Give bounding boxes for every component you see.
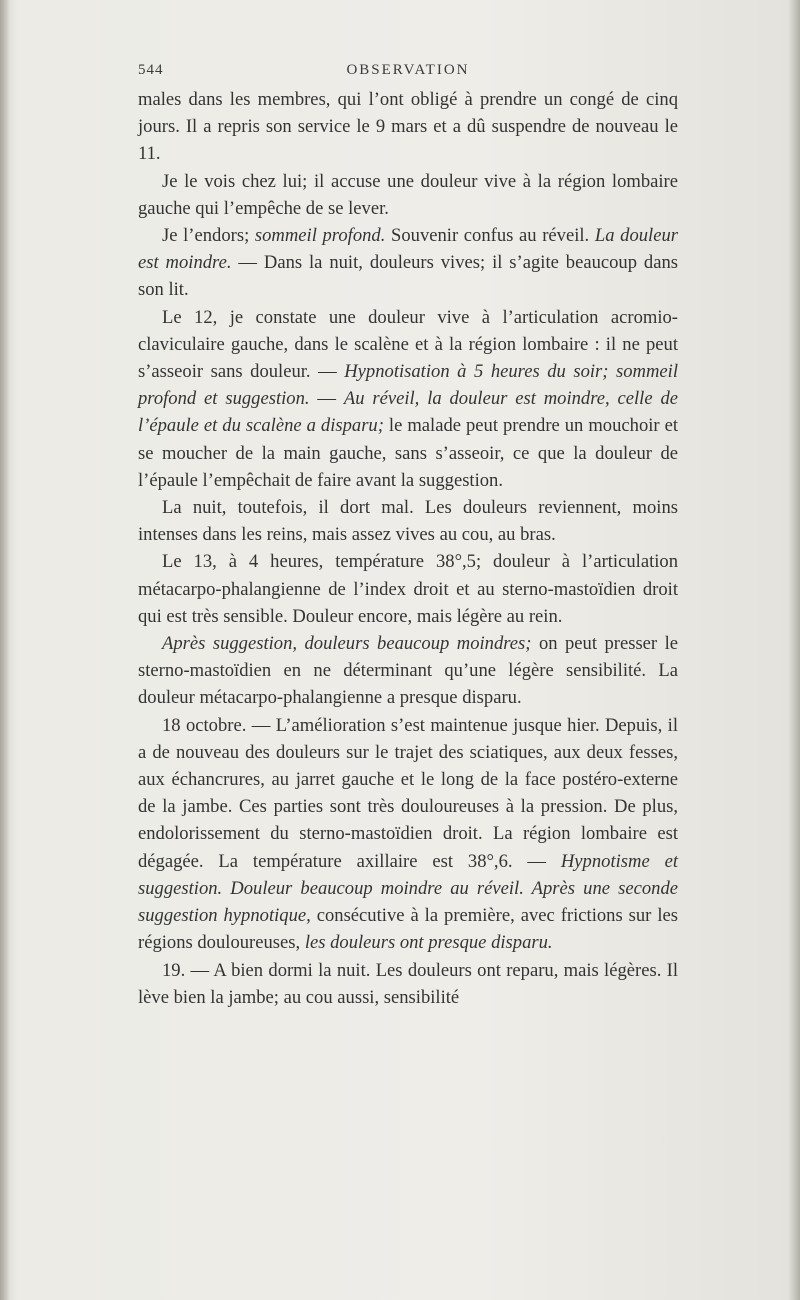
italic-text: Hypnotisation à 5 heures du soir; sommeil profond et suggestion. <box>138 361 678 410</box>
page-header <box>138 62 678 86</box>
italic-text: Au réveil, la douleur est moindre, celle de l’épaule et du scalène a disparu; <box>138 388 679 437</box>
page-number: 544 <box>138 62 164 78</box>
text-run: Je le vois chez lui; il accuse une douleur vive à la région lombaire gauche qui l’empêche de se lever. <box>138 170 678 219</box>
paragraph <box>138 548 678 630</box>
italic-text: Après suggestion, douleurs beaucoup moindres; <box>162 633 532 655</box>
text-run: males dans les membres, qui l’ont obligé à prendre un congé de cinq jours. Il a repris son service le 9 mars et a dû suspendre de nouveau le 11. <box>138 89 678 165</box>
text-run: La nuit, toutefois, il dort mal. Les douleurs reviennent, moins intenses dans les reins, mais assez vives au cou, au bras. <box>138 497 678 546</box>
text-run: Je l’endors; <box>162 225 255 247</box>
italic-text: Hypnotisme et suggestion. Douleur beaucoup moindre au réveil. Après une seconde suggestion hypnotique, <box>138 850 678 927</box>
paragraph <box>138 222 678 304</box>
text-run: Le 13, à 4 heures, température 38°,5; douleur à l’articulation métacarpo-phalangienne de l’index droit et au sterno-mastoïdien droit qui est très sensible. Douleur encore, mais légère au rein. <box>138 551 678 627</box>
italic-text: sommeil profond. <box>254 225 386 247</box>
paragraph <box>138 957 678 1011</box>
paragraph <box>138 86 678 168</box>
text-run: 19. — A bien dormi la nuit. Les douleurs ont reparu, mais légères. Il lève bien la jambe; au cou aussi, sensibilité <box>138 959 678 1008</box>
paragraph <box>138 304 678 494</box>
running-title: OBSERVATION <box>346 62 470 78</box>
text-run: Le 12, je constate une douleur vive à l’articulation acromio-claviculaire gauche, dans le scalène et à la région lombaire : il ne peut s’asseoir sans douleur. — <box>138 306 678 383</box>
text-run: — Dans la nuit, douleurs vives; il s’agite beaucoup dans son lit. <box>138 252 678 301</box>
text-run: 18 octobre. — L’amélioration s’est maintenue jusque hier. Depuis, il a de nouveau des douleurs sur le trajet des sciatiques, aux deux fesses, aux échancrures, au jarret gauche et le long de la face postéro-externe de la jambe. Ces parties sont très douloureuses à la pression. De plus, endolorissement du sterno-mastoïdien droit. La région lombaire est dégagée. La température axillaire est 38°,6. — <box>138 714 678 872</box>
page-edge-shadow <box>0 0 10 1300</box>
text-run: le malade peut prendre un mouchoir et se moucher de la main gauche, sans s’asseoir, ce que la douleur de l’épaule l’empêchait de faire avant la suggestion. <box>138 415 678 491</box>
italic-text: La douleur est moindre. <box>138 225 678 274</box>
paragraph <box>138 712 678 957</box>
binding-shadow <box>788 0 800 1300</box>
paragraph <box>138 168 678 222</box>
body-text <box>138 86 678 1011</box>
italic-text: les douleurs ont presque disparu. <box>304 932 553 954</box>
text-run: — <box>309 388 344 410</box>
text-run: on peut presser le sterno-mastoïdien en ne déterminant qu’une légère sensibilité. La douleur métacarpo-phalangienne a presque disparu. <box>138 633 678 709</box>
paragraph <box>138 630 678 712</box>
text-run: Souvenir confus au réveil. <box>385 225 595 247</box>
paragraph <box>138 494 678 548</box>
text-run: consécutive à la première, avec frictions sur les régions douloureuses, <box>138 905 678 954</box>
